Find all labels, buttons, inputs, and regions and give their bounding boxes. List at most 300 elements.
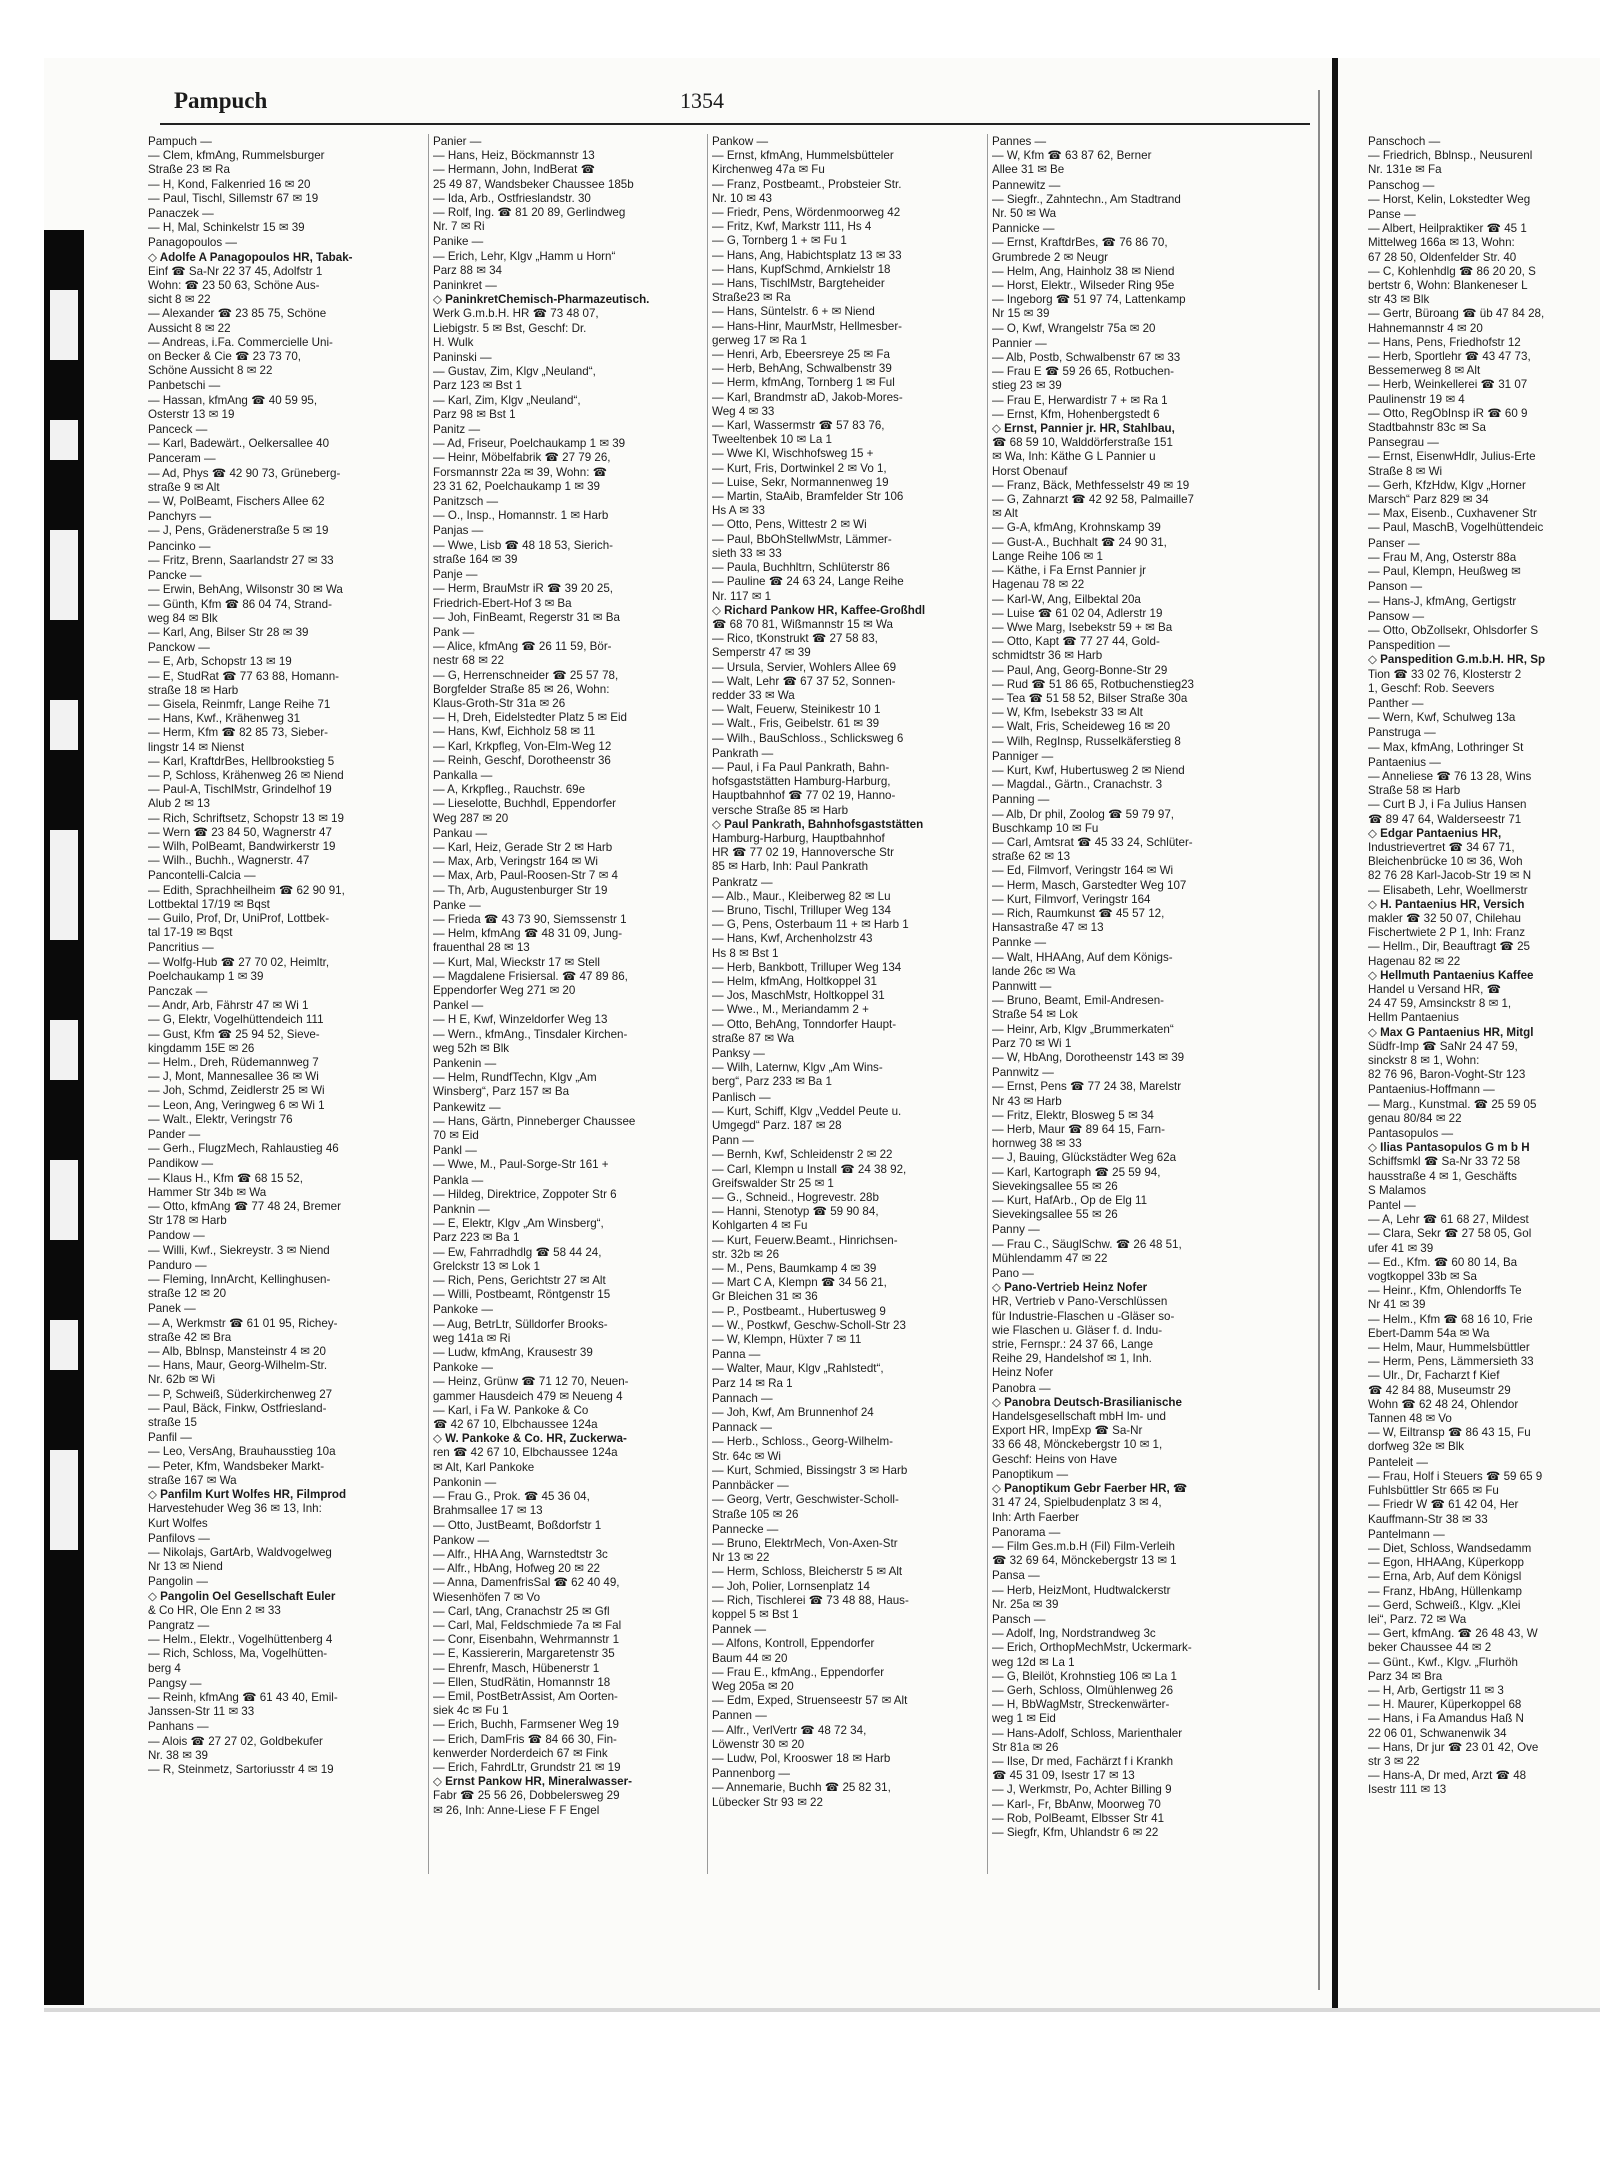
directory-entry-line: — Martin, StaAib, Bramfelder Str 106 — [712, 490, 904, 504]
directory-entry-line: — Frau M, Ang, Osterstr 88a — [1368, 550, 1517, 564]
directory-entry-line: ◇ Max G Pantaenius HR, Mitgl — [1368, 1025, 1534, 1039]
directory-entry-line: Fischertwiete 2 P 1, Inh: Franz — [1368, 926, 1526, 940]
surname-heading: Panorama — — [992, 1525, 1061, 1539]
surname-heading: Pannen — — [712, 1709, 767, 1723]
directory-entry-line: Fuhlsbüttler Str 665 ✉ Fu — [1368, 1484, 1499, 1498]
directory-entry-line: — Aug, BetrLtr, Sülldorfer Brooks- — [433, 1317, 608, 1331]
directory-entry-line: — Wilh, PolBeamt, Bandwirkerstr 19 — [148, 839, 336, 853]
directory-entry-line: vogtkoppel 33b ✉ Sa — [1368, 1270, 1477, 1284]
directory-entry-line: — Otto, Pens, Wittestr 2 ✉ Wi — [712, 518, 867, 532]
directory-entry-line: — Ilse, Dr med, Fachärzt f i Krankh — [992, 1754, 1174, 1768]
directory-entry-line: Hauptbahnhof ☎ 77 02 19, Hanno- — [712, 789, 896, 803]
directory-entry-line: Industrievertret ☎ 34 67 71, — [1368, 840, 1515, 854]
directory-entry-line: ✉ Wa, Inh: Käthe G L Pannier u — [992, 450, 1156, 464]
directory-entry-line: — Film Ges.m.b.H (Fil) Film-Verleih — [992, 1539, 1175, 1553]
surname-heading: Pansegrau — — [1368, 436, 1439, 450]
directory-entry-line: — Siegfr, Kfm, Uhlandstr 6 ✉ 22 — [992, 1825, 1159, 1839]
surname-heading: Panduro — — [148, 1258, 207, 1272]
directory-entry-line: — Herm, BrauMstr iR ☎ 39 20 25, — [433, 582, 614, 596]
surname-heading: Pampuch — — [148, 135, 212, 148]
directory-entry-line: — Tea ☎ 51 58 52, Bilser Straße 30a — [992, 691, 1188, 705]
directory-entry-line: — Alb, Dr phil, Zoolog ☎ 59 79 97, — [992, 807, 1175, 821]
surname-heading: Pankau — — [433, 826, 488, 840]
directory-entry-line: Str 178 ✉ Harb — [148, 1214, 227, 1228]
directory-entry-line: straße 9 ✉ Alt — [148, 480, 220, 494]
directory-entry-line: — Frau C., SäuglSchw. ☎ 26 48 51, — [992, 1237, 1182, 1251]
directory-entry-line: weg 12d ✉ La 1 — [992, 1655, 1075, 1669]
directory-entry-line: — Heinr., Kfm, Ohlendorffs Te — [1368, 1284, 1522, 1298]
directory-entry-line: — Heinz, Grünw ☎ 71 12 70, Neuen- — [433, 1375, 629, 1389]
page-number: 1354 — [680, 88, 724, 113]
directory-entry-line: — Bernh, Kwf, Schleidenstr 2 ✉ 22 — [712, 1148, 893, 1162]
directory-entry-line: — Kurt, Kwf, Hubertusweg 2 ✉ Niend — [992, 763, 1185, 777]
directory-entry-line: — Hans, Süntelstr. 6 + ✉ Niend — [712, 305, 875, 319]
directory-entry-line: — Friedr, Pens, Wördenmoorweg 42 — [712, 206, 901, 220]
surname-heading: Panhans — — [148, 1720, 209, 1734]
directory-entry-line: Hs A ✉ 33 — [712, 504, 765, 518]
directory-entry-line: — Annemarie, Buchh ☎ 25 82 31, — [712, 1781, 891, 1795]
directory-entry-line: Winsberg“, Parz 157 ✉ Ba — [433, 1085, 570, 1099]
directory-entry-line: — Paul-A, TischlMstr, Grindelhof 19 — [148, 783, 332, 797]
directory-entry-line: — Alois ☎ 27 27 02, Goldbekufer — [148, 1734, 323, 1748]
directory-entry-line: — Herb, Maur ☎ 89 64 15, Farn- — [992, 1123, 1165, 1137]
directory-entry-line: — Gertr, Büroang ☎ üb 47 84 28, — [1368, 307, 1545, 321]
directory-entry-line: — Ehrenfr, Masch, Hübenerstr 1 — [433, 1661, 600, 1675]
directory-entry-line: ☎ 45 31 09, Isestr 17 ✉ 13 — [992, 1769, 1135, 1783]
directory-entry-line: — Frau E, Herwardistr 7 + ✉ Ra 1 — [992, 393, 1168, 407]
directory-entry-line: Harvestehuder Weg 36 ✉ 13, Inh: — [148, 1502, 322, 1516]
directory-entry-line: bertstr 6, Wohn: Blankeneser L — [1368, 279, 1528, 293]
directory-entry-line: — Mart C A, Klempn ☎ 34 56 21, — [712, 1276, 887, 1290]
directory-entry-line: weg 1 ✉ Eid — [992, 1712, 1056, 1726]
directory-entry-line: straße 164 ✉ 39 — [433, 552, 518, 566]
surname-heading: Pancontelli-Calcia — — [148, 869, 256, 883]
directory-entry-line: Lange Reihe 106 ✉ 1 — [992, 549, 1103, 563]
directory-entry-line: Paulinenstr 19 ✉ 4 — [1368, 392, 1465, 406]
directory-entry-line: 82 76 96, Baron-Voght-Str 123 — [1368, 1068, 1526, 1082]
directory-entry-line: — Otto, BehAng, Tonndorfer Haupt- — [712, 1017, 897, 1031]
directory-entry-line: — Wern, Kwf, Schulweg 13a — [1368, 711, 1516, 725]
directory-entry-line: — W., Postkwf, Geschw-Scholl-Str 23 — [712, 1318, 906, 1332]
directory-entry-line: — Bruno, Beamt, Emil-Andresen- — [992, 994, 1165, 1008]
directory-entry-line: redder 33 ✉ Wa — [712, 688, 795, 702]
directory-entry-line: Hellm Pantaenius — [1368, 1011, 1459, 1025]
directory-entry-line: Nr 15 ✉ 39 — [992, 307, 1050, 321]
directory-entry-line: — Lieselotte, Buchhdl, Eppendorfer — [433, 797, 617, 811]
directory-entry-line: kenwerder Norderdeich 67 ✉ Fink — [433, 1746, 608, 1760]
directory-entry-line: 31 47 24, Spielbudenplatz 3 ✉ 4, — [992, 1496, 1162, 1510]
directory-entry-line: — Wwe Kl, Wischhofsweg 15 + — [712, 447, 874, 461]
directory-entry-line: — Fleming, InnArcht, Kellinghusen- — [148, 1273, 331, 1287]
directory-entry-line: — Alexander ☎ 23 85 75, Schöne — [148, 307, 327, 321]
directory-entry-line: — Gisela, Reinmfr, Lange Reihe 71 — [148, 697, 331, 711]
directory-entry-line: — Luise, Sekr, Normannenweg 19 — [712, 475, 889, 489]
directory-entry-line: — Clem, kfmAng, Rummelsburger — [148, 149, 325, 163]
surname-heading: Pannwitz — — [992, 1066, 1054, 1080]
directory-entry-line: — Albert, Heilpraktiker ☎ 45 1 — [1368, 222, 1527, 236]
directory-entry-line: ☎ 68 70 81, Wißmannstr 15 ✉ Wa — [712, 617, 893, 631]
directory-entry-line: Lübecker Str 93 ✉ 22 — [712, 1795, 823, 1809]
surname-heading: Panser — — [1368, 536, 1420, 550]
surname-heading: Pandow — — [148, 1229, 205, 1243]
directory-entry-line: — Otto, RegObInsp iR ☎ 60 9 — [1368, 406, 1528, 420]
directory-entry-line: — Alice, kfmAng ☎ 26 11 59, Bör- — [433, 640, 612, 654]
directory-entry-line: — A, Lehr ☎ 61 68 27, Mildest — [1368, 1213, 1529, 1227]
directory-entry-line: — Günth, Kfm ☎ 86 04 74, Strand- — [148, 597, 332, 611]
directory-entry-line: str. 32b ✉ 26 — [712, 1247, 780, 1261]
directory-entry-line: — Walt, HHAAng, Auf dem Königs- — [992, 950, 1173, 964]
directory-entry-line: — H. Maurer, Küperkoppel 68 — [1368, 1698, 1522, 1712]
directory-entry-line: — Fritz, Elektr, Blosweg 5 ✉ 34 — [992, 1108, 1154, 1122]
surname-heading: Panagopoulos — — [148, 236, 237, 250]
directory-entry-line: — Clara, Sekr ☎ 27 58 05, Gol — [1368, 1227, 1532, 1241]
directory-entry-line: — Emil, PostBetrAssist, Am Oorten- — [433, 1689, 618, 1703]
directory-entry-line: Marsch“ Parz 829 ✉ 34 — [1368, 493, 1489, 507]
directory-entry-line: — Karl, Brandmstr aD, Jakob-Mores- — [712, 390, 903, 404]
directory-entry-line: — Karl-W, Ang, Eilbektal 20a — [992, 592, 1141, 606]
directory-entry-line: Tion ☎ 33 02 76, Klosterstr 2 — [1368, 667, 1522, 681]
directory-entry-line: — Herb, HeizMont, Hudtwalckerstr — [992, 1583, 1171, 1597]
directory-entry-line: ☎ 42 67 10, Elbchaussee 124a — [433, 1418, 598, 1432]
binding-edge — [44, 230, 84, 2005]
directory-entry-line: Aussicht 8 ✉ 22 — [148, 321, 231, 335]
directory-entry-line: Str 81a ✉ 26 — [992, 1740, 1059, 1754]
directory-entry-line: ✉ Alt — [992, 507, 1018, 521]
directory-entry-line: — E, Elektr, Klgv „Am Winsberg“, — [433, 1217, 604, 1231]
directory-entry-line: — Max, Eisenb., Cuxhavener Str — [1368, 507, 1537, 521]
directory-entry-line: straße 87 ✉ Wa — [712, 1031, 795, 1045]
directory-entry-line: — Helm., Elektr., Vogelhüttenberg 4 — [148, 1633, 333, 1647]
directory-entry-line: — Otto, JustBeamt, Boßdorfstr 1 — [433, 1518, 602, 1532]
directory-entry-line: lande 26c ✉ Wa — [992, 964, 1076, 978]
directory-entry-line: HR ☎ 77 02 19, Hannoversche Str — [712, 846, 894, 860]
directory-entry-line: schmidtstr 36 ✉ Harb — [992, 649, 1103, 663]
surname-heading: Pank — — [433, 625, 475, 639]
surname-heading: Panczak — — [148, 984, 208, 998]
directory-entry-line: hausstraße 4 ✉ 1, Geschäfts — [1368, 1169, 1517, 1183]
directory-entry-line: — Käthe, i Fa Ernst Pannier jr — [992, 564, 1147, 578]
directory-entry-line: Parz 70 ✉ Wi 1 — [992, 1036, 1072, 1050]
surname-heading: Pangratz — — [148, 1618, 210, 1632]
directory-entry-line: str 3 ✉ 22 — [1368, 1754, 1420, 1768]
directory-entry-line: hofsgaststätten Hamburg-Harburg, — [712, 775, 891, 789]
directory-entry-line: — Erich, Buchh, Farmsener Weg 19 — [433, 1718, 620, 1732]
directory-entry-line: ☎ 32 69 64, Mönckebergstr 13 ✉ 1 — [992, 1554, 1177, 1568]
surname-heading: Panse — — [1368, 208, 1416, 222]
surname-heading: Pannek — — [712, 1623, 767, 1637]
directory-entry-line: Tweeltenbek 10 ✉ La 1 — [712, 433, 832, 447]
surname-heading: Pantaenius-Hoffmann — — [1368, 1083, 1495, 1097]
directory-entry-line: — Hans-Adolf, Schloss, Marienthaler — [992, 1726, 1183, 1740]
directory-entry-line: — Jos, MaschMstr, Holtkoppel 31 — [712, 989, 885, 1003]
surname-heading: Paninkret — — [433, 279, 497, 293]
directory-entry-line: — H E, Kwf, Winzeldorfer Weg 13 — [433, 1013, 608, 1027]
surname-heading: Panther — — [1368, 696, 1424, 710]
directory-entry-line: — Joh, Polier, Lornsenplatz 14 — [712, 1579, 870, 1593]
directory-entry-line: — E, Arb, Schopstr 13 ✉ 19 — [148, 655, 292, 669]
directory-entry-line: Grumbrede 2 ✉ Neugr — [992, 250, 1109, 264]
directory-entry-line: Janssen-Str 11 ✉ 33 — [148, 1705, 255, 1719]
directory-entry-line: — Frau E ☎ 59 26 65, Rotbuchen- — [992, 365, 1175, 379]
directory-entry-line: Werk G.m.b.H. HR ☎ 73 48 07, — [433, 307, 599, 321]
directory-entry-line: — Karl, Wassermstr ☎ 57 83 76, — [712, 419, 885, 433]
directory-entry-line: — Walt, Fris, Scheideweg 16 ✉ 20 — [992, 720, 1171, 734]
directory-entry-line: — Fritz, Kwf, Markstr 111, Hs 4 — [712, 220, 872, 234]
directory-entry-line: — Erna, Arb, Auf dem Königsl — [1368, 1570, 1522, 1584]
directory-entry-line: — Wwe., M., Meriandamm 2 + — [712, 1003, 869, 1017]
directory-entry-line: Baum 44 ✉ 20 — [712, 1651, 788, 1665]
directory-entry-line: — P., Postbeamt., Hubertusweg 9 — [712, 1304, 886, 1318]
surname-heading: Pankoke — — [433, 1303, 493, 1317]
surname-heading: Pankrath — — [712, 746, 774, 760]
surname-heading: Pankonin — — [433, 1475, 497, 1489]
surname-heading: Panniger — — [992, 749, 1054, 763]
directory-entry-line: — Hans-Hinr, MaurMstr, Hellmesber- — [712, 319, 903, 333]
directory-entry-line: Straße 105 ✉ 26 — [712, 1507, 799, 1521]
directory-entry-line: — Willi, Postbeamt, Röntgenstr 15 — [433, 1288, 611, 1302]
directory-entry-line: — Frieda ☎ 43 73 90, Siemssenstr 1 — [433, 912, 627, 926]
directory-entry-line: — Rob, PolBeamt, Elbsser Str 41 — [992, 1811, 1165, 1825]
directory-entry-line: — Hans-J, kfmAng, Gertigstr — [1368, 594, 1517, 608]
directory-entry-line: — E, Kassiererin, Margaretenstr 35 — [433, 1647, 615, 1661]
directory-entry-line: — Kurt, Schiff, Klgv „Veddel Peute u. — [712, 1104, 902, 1118]
directory-entry-line: Greifswalder Str 25 ✉ 1 — [712, 1176, 834, 1190]
directory-entry-line: Kurt Wolfes — [148, 1516, 208, 1530]
directory-entry-line: Sievekingsallee 55 ✉ 26 — [992, 1179, 1118, 1193]
directory-entry-line: Hs 8 ✉ Bst 1 — [712, 946, 779, 960]
surname-heading: Panspedition — — [1368, 639, 1450, 653]
directory-entry-line: straße 62 ✉ 13 — [992, 850, 1071, 864]
directory-entry-line: HR, Vertrieb v Pano-Verschlüssen — [992, 1295, 1168, 1309]
directory-entry-line: — G, Herrenschneider ☎ 25 57 78, — [433, 668, 619, 682]
directory-entry-line: Südfr-Imp ☎ SaNr 24 47 59, — [1368, 1039, 1518, 1053]
directory-entry-line: — Rich, Tischlerei ☎ 73 48 88, Haus- — [712, 1593, 909, 1607]
directory-entry-line: Parz 223 ✉ Ba 1 — [433, 1231, 520, 1245]
surname-heading: Pannenborg — — [712, 1767, 790, 1781]
directory-entry-line: H. Wulk — [433, 335, 474, 349]
directory-entry-line: straße 42 ✉ Bra — [148, 1330, 232, 1344]
surname-heading: Pankewitz — — [433, 1100, 501, 1114]
directory-entry-line: Straße 58 ✉ Harb — [1368, 784, 1461, 798]
surname-heading: Panitzsch — — [433, 495, 499, 509]
surname-heading: Panbetschi — — [148, 379, 221, 393]
surname-heading: Pansa — — [992, 1569, 1040, 1583]
directory-entry-line: — Walt., Elektr, Veringstr 76 — [148, 1112, 293, 1126]
directory-entry-line: — Paula, Buchhltrn, Schlüterstr 86 — [712, 561, 890, 575]
directory-entry-line: koppel 5 ✉ Bst 1 — [712, 1607, 799, 1621]
surname-heading: Pankow — — [433, 1533, 490, 1547]
directory-entry-line: berg“, Parz 233 ✉ Ba 1 — [712, 1075, 832, 1089]
surname-heading: Panceck — — [148, 423, 208, 437]
directory-entry-line: — Herb, BehAng, Schwalbenstr 39 — [712, 362, 892, 376]
surname-heading: Pankla — — [433, 1173, 484, 1187]
directory-entry-line: strie, Fernspr.: 24 37 66, Lange — [992, 1338, 1154, 1352]
directory-entry-line: — Alfr., HbAng, Hofweg 20 ✉ 22 — [433, 1562, 600, 1576]
surname-heading: Pantelmann — — [1368, 1527, 1445, 1541]
directory-entry-line: — Helm, Maur, Hummelsbüttler — [1368, 1341, 1530, 1355]
directory-entry-line: — Ulr., Dr, Facharzt f Kief — [1368, 1369, 1500, 1383]
directory-entry-line: lei“, Parz. 72 ✉ Wa — [1368, 1612, 1467, 1626]
directory-entry-line: ◇ Richard Pankow HR, Kaffee-Großhdl — [712, 603, 926, 617]
directory-entry-line: — Walter, Maur, Klgv „Rahlstedt“, — [712, 1362, 884, 1376]
directory-entry-line: — Alb., Maur., Kleiberweg 82 ✉ Lu — [712, 889, 891, 903]
directory-entry-line: — Herb, Weinkellerei ☎ 31 07 — [1368, 378, 1528, 392]
directory-entry-line: — Ed, Filmvorf, Veringstr 164 ✉ Wi — [992, 864, 1174, 878]
directory-entry-line: — Ludw, kfmAng, Krausestr 39 — [433, 1346, 593, 1360]
directory-entry-line: — Th, Arb, Augustenburger Str 19 — [433, 883, 608, 897]
surname-heading: Pannier — — [992, 336, 1047, 350]
directory-entry-line: — Andr, Arb, Fährstr 47 ✉ Wi 1 — [148, 999, 309, 1013]
running-head-name: Pampuch — [174, 88, 268, 113]
directory-entry-line: — Leon, Ang, Veringweg 6 ✉ Wi 1 — [148, 1098, 325, 1112]
directory-entry-line: Einf ☎ Sa-Nr 22 37 45, Adolfstr 1 — [148, 264, 323, 278]
directory-entry-line: S Malamos — [1368, 1183, 1426, 1197]
surname-heading: Pannes — — [992, 135, 1047, 148]
directory-entry-line: Parz 123 ✉ Bst 1 — [433, 379, 522, 393]
directory-entry-line: — W, HbAng, Dorotheenstr 143 ✉ 39 — [992, 1051, 1185, 1064]
directory-entry-line: sieth 33 ✉ 33 — [712, 546, 782, 560]
directory-entry-line: Stadtbahnstr 83c ✉ Sa — [1368, 421, 1486, 435]
directory-entry-line: — Paul, Bäck, Finkw, Ostfriesland- — [148, 1401, 327, 1415]
header-rule — [160, 123, 1310, 125]
directory-entry-line: — Wwe Marg, Isebekstr 59 + ✉ Ba — [992, 620, 1173, 634]
directory-entry-line: Straße23 ✉ Ra — [712, 291, 791, 305]
directory-entry-line: Reihe 29, Handelshof ✉ 1, Inh. — [992, 1352, 1152, 1366]
directory-entry-line: Nr. 7 ✉ Ri — [433, 220, 485, 234]
directory-entry-line: — Alfons, Kontroll, Eppendorfer — [712, 1637, 875, 1651]
directory-entry-line: Allee 31 ✉ Be — [992, 163, 1065, 177]
directory-entry-line: — Ernst, EisenwHdlr, Julius-Erte — [1368, 450, 1536, 464]
directory-entry-line: — G, Tornberg 1 + ✉ Fu 1 — [712, 234, 847, 248]
surname-heading: Panson — — [1368, 580, 1423, 594]
directory-entry-line: — Karl, Zim, Klgv „Neuland“, — [433, 393, 581, 407]
directory-entry-line: ☎ 68 59 10, Walddörferstraße 151 — [992, 436, 1173, 450]
directory-entry-line: Hansastraße 47 ✉ 13 — [992, 921, 1104, 935]
directory-entry-line: — Hermann, John, IndBerat ☎ — [433, 163, 596, 177]
directory-entry-line: — Günt., Kwf., Klgv. „Flurhöh — [1368, 1655, 1518, 1669]
directory-entry-line: — Carl, Amtsrat ☎ 45 33 24, Schlüter- — [992, 835, 1193, 849]
directory-entry-line: Umgegd“ Parz. 187 ✉ 28 — [712, 1119, 842, 1133]
directory-entry-line: — Carl, tAng, Cranachstr 25 ✉ Gfl — [433, 1604, 610, 1618]
directory-entry-line: — Rico, tKonstrukt ☎ 27 58 83, — [712, 632, 878, 646]
directory-column-1 — [148, 134, 418, 1777]
column-divider — [428, 134, 429, 1874]
directory-entry-line: — W, Eiltransp ☎ 86 43 15, Fu — [1368, 1426, 1531, 1440]
directory-entry-line: — Curt B J, i Fa Julius Hansen — [1368, 798, 1527, 812]
directory-entry-line: — Hans, i Fa Amandus Haß N — [1368, 1712, 1524, 1726]
directory-entry-line: — Paul, Ang, Georg-Bonne-Str 29 — [992, 663, 1168, 677]
directory-entry-line: — G, Pens, Osterbaum 11 + ✉ Harb 1 — [712, 918, 909, 932]
directory-entry-line: — Herm, Schloss, Bleicherstr 5 ✉ Alt — [712, 1565, 903, 1579]
surname-heading: Pankratz — — [712, 875, 773, 889]
directory-entry-line: — J, Mont, Mannesallee 36 ✉ Wi — [148, 1070, 319, 1084]
directory-entry-line: weg 84 ✉ Blk — [148, 611, 218, 625]
directory-entry-line: — Erich, DamFris ☎ 84 66 30, Fin- — [433, 1732, 617, 1746]
directory-entry-line: — Ed., Kfm. ☎ 60 80 14, Ba — [1368, 1255, 1518, 1269]
surname-heading: Panier — — [433, 135, 482, 148]
directory-entry-line: — Ad, Friseur, Poelchaukamp 1 ✉ 39 — [433, 437, 626, 451]
directory-entry-line: — Rolf, Ing. ☎ 81 20 89, Gerlindweg — [433, 206, 626, 220]
directory-entry-line: — H, Mal, Schinkelstr 15 ✉ 39 — [148, 221, 305, 235]
directory-entry-line: lingstr 14 ✉ Nienst — [148, 740, 245, 754]
directory-entry-line: straße 15 — [148, 1416, 197, 1430]
directory-column-5-next-page — [1368, 134, 1600, 1798]
directory-entry-line: Löwenstr 30 ✉ 20 — [712, 1737, 805, 1751]
directory-entry-line: Inh: Arth Faerber — [992, 1510, 1079, 1524]
directory-entry-line: — Karl, Krkpfleg, Von-Elm-Weg 12 — [433, 739, 612, 753]
directory-entry-line: ufer 41 ✉ 39 — [1368, 1241, 1434, 1255]
directory-entry-line: — Kurt, Schmied, Bissingstr 3 ✉ Harb — [712, 1463, 908, 1477]
directory-entry-line: frauenthal 28 ✉ 13 — [433, 941, 530, 955]
surname-heading: Pannack — — [712, 1421, 772, 1435]
directory-entry-line: ◇ PaninkretChemisch-Pharmazeutisch. — [433, 293, 650, 307]
directory-entry-line: makler ☎ 32 50 07, Chilehau — [1368, 911, 1522, 925]
directory-entry-line: — Wolfg-Hub ☎ 27 70 02, Heimltr, — [148, 955, 330, 969]
directory-entry-line: — Max, kfmAng, Lothringer St — [1368, 740, 1524, 754]
directory-entry-line: Bessemerweg 8 ✉ Alt — [1368, 364, 1481, 378]
directory-entry-line: — Pauline ☎ 24 63 24, Lange Reihe — [712, 575, 904, 589]
directory-entry-line: — Max, Arb, Veringstr 164 ✉ Wi — [433, 855, 598, 869]
directory-entry-line: — C, Kohlenhdlg ☎ 86 20 20, S — [1368, 264, 1536, 278]
directory-entry-line: — Kurt, Fris, Dortwinkel 2 ✉ Vo 1, — [712, 461, 887, 475]
directory-entry-line: — Helm, Ang, Hainholz 38 ✉ Niend — [992, 264, 1175, 278]
directory-entry-line: 85 ✉ Harb, Inh: Paul Pankrath — [712, 860, 869, 874]
directory-entry-line: 82 76 28 Karl-Jacob-Str 19 ✉ N — [1368, 869, 1532, 883]
directory-entry-line: — Adolf, Ing, Nordstrandweg 3c — [992, 1627, 1156, 1641]
directory-entry-line: on Becker & Cie ☎ 23 73 70, — [148, 350, 302, 364]
directory-entry-line: — P, Schweiß, Süderkirchenweg 27 — [148, 1387, 333, 1401]
directory-entry-line: — Wilh, RegInsp, Russelkäferstieg 8 — [992, 734, 1181, 748]
directory-entry-line: Kirchenweg 47a ✉ Fu — [712, 163, 825, 177]
surname-heading: Pano — — [992, 1267, 1034, 1281]
directory-entry-line: — A, Werkmstr ☎ 61 01 95, Richey- — [148, 1316, 338, 1330]
directory-entry-line: Borgfelder Straße 85 ✉ 26, Wohn: — [433, 682, 610, 696]
directory-entry-line: Weg 205a ✉ 20 — [712, 1679, 794, 1693]
directory-entry-line: — Edm, Exped, Struenseestr 57 ✉ Alt — [712, 1694, 908, 1708]
directory-entry-line: — G-A, kfmAng, Krohnskamp 39 — [992, 521, 1161, 535]
directory-entry-line: Wiesenhöfen 7 ✉ Vo — [433, 1590, 541, 1604]
directory-entry-line: — G, Elektr, Vogelhüttendeich 111 — [148, 1013, 324, 1027]
directory-entry-line: — E, StudRat ☎ 77 63 88, Homann- — [148, 669, 340, 683]
directory-entry-line: ◇ Pano-Vertrieb Heinz Nofer — [992, 1281, 1148, 1295]
directory-entry-line: — Hans, Gärtn, Pinneberger Chaussee — [433, 1114, 636, 1128]
directory-entry-line: — Hassan, kfmAng ☎ 40 59 95, — [148, 393, 318, 407]
directory-entry-line: — Willi, Kwf., Siekreystr. 3 ✉ Niend — [148, 1243, 330, 1257]
surname-heading: Panksy — — [712, 1047, 765, 1060]
directory-column-4 — [992, 134, 1262, 1840]
directory-entry-line: — Helm, kfmAng ☎ 48 31 09, Jung- — [433, 927, 623, 941]
directory-entry-line: — Anneliese ☎ 76 13 28, Wins — [1368, 769, 1532, 783]
directory-entry-line: str 43 ✉ Blk — [1368, 293, 1430, 307]
directory-entry-line: hornweg 38 ✉ 33 — [992, 1137, 1082, 1151]
surname-heading: Panschoch — — [1368, 135, 1441, 148]
directory-entry-line: Wohn: ☎ 23 50 63, Schöne Aus- — [148, 279, 320, 293]
directory-entry-line: — Ida, Arb., Ostfrieslandstr. 30 — [433, 191, 591, 205]
directory-entry-line: Heinz Nofer — [992, 1366, 1054, 1380]
directory-entry-line: — Erich, Lehr, Klgv „Hamm u Horn“ — [433, 249, 616, 263]
directory-entry-line: Nr. 50 ✉ Wa — [992, 207, 1057, 221]
directory-entry-line: Schöne Aussicht 8 ✉ 22 — [148, 364, 273, 378]
directory-entry-line: — O, Kwf, Wrangelstr 75a ✉ 20 — [992, 321, 1156, 335]
directory-entry-line: — J, Bauing, Glückstädter Weg 62a — [992, 1151, 1177, 1165]
directory-entry-line: — M., Pens, Baumkamp 4 ✉ 39 — [712, 1262, 877, 1276]
surname-heading: Pantel — — [1368, 1199, 1416, 1213]
surname-heading: Pancinko — — [148, 539, 211, 553]
directory-entry-line: genau 80/84 ✉ 22 — [1368, 1111, 1462, 1125]
directory-entry-line: Nr. 62b ✉ Wi — [148, 1373, 216, 1387]
surname-heading: Panje — — [433, 568, 478, 582]
directory-entry-line: Straße 8 ✉ Wi — [1368, 464, 1443, 478]
